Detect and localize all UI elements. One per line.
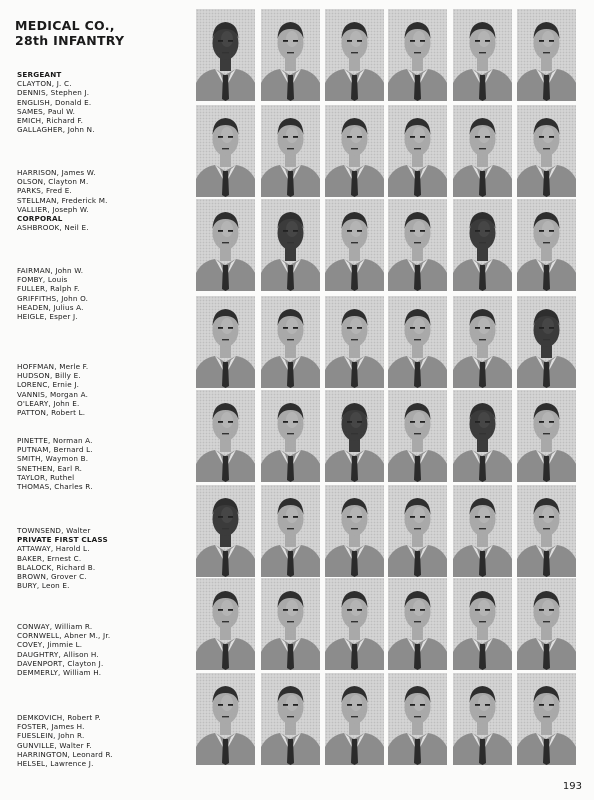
portrait-photo [453,199,512,291]
name-group [17,168,187,232]
portrait-photo [325,390,384,482]
portrait-photo [517,199,576,291]
roster-name: DEMKOVICH, Robert P. [17,713,101,722]
roster-name: FOSTER, James H. [17,722,85,732]
roster-name: OLSON, Clayton M. [17,177,89,187]
roster-name: SNETHEN, Earl R. [17,463,83,473]
roster-name: GALLAGHER, John N. [17,125,95,135]
roster-name: FUESLEIN, John R. [17,731,85,741]
portrait-photo [388,105,447,197]
title-line-1: MEDICAL CO., [15,18,115,33]
portrait-photo [388,578,447,670]
portrait-row [196,296,578,388]
portrait-photo [453,296,512,388]
section-title [15,18,124,48]
portrait-photo [196,296,255,388]
portrait-photo [196,578,255,670]
portrait-photo [196,9,255,101]
roster-name: O'LEARY, John E. [17,398,80,408]
portrait-photo [453,673,512,765]
portrait-photo [517,9,576,101]
portrait-photo [517,296,576,388]
roster-name: GRIFFITHS, John O. [17,293,89,303]
portrait-photo [261,199,320,291]
rank-heading: CORPORAL [17,214,63,224]
roster-name: GUNVILLE, Walter F. [17,740,92,750]
portrait-photo [261,485,320,577]
roster-name: ATTAWAY, Harold L. [17,544,90,554]
portrait-photo [261,296,320,388]
roster-name: CONWAY, William R. [17,622,93,631]
rank-heading: SERGEANT [17,70,62,79]
roster-name: THOMAS, Charles R. [17,482,93,492]
portrait-photo [196,673,255,765]
roster-name: HELSEL, Lawrence J. [17,759,94,769]
portrait-row [196,105,578,197]
roster-name: SAMES, Paul W. [17,106,76,116]
portrait-photo [325,673,384,765]
roster-name: PUTNAM, Bernard L. [17,445,93,455]
portrait-photo [453,485,512,577]
portrait-row [196,9,578,101]
name-group [17,622,187,677]
roster-name: TAYLOR, Ruthel [17,472,75,482]
name-group [17,713,187,768]
portrait-photo [453,390,512,482]
portrait-photo [453,9,512,101]
portrait-photo [325,105,384,197]
roster-name: FULLER, Ralph F. [17,284,80,294]
name-group [17,266,187,321]
portrait-row [196,485,578,577]
name-group [17,362,187,417]
roster-name: FAIRMAN, John W. [17,266,84,275]
name-group [17,436,187,491]
roster-name: VANNIS, Morgan A. [17,389,89,399]
roster-name: CORNWELL, Abner M., Jr. [17,631,111,641]
portrait-photo [261,390,320,482]
roster-name: PINETTE, Norman A. [17,436,93,445]
portrait-photo [196,485,255,577]
portrait-photo [325,296,384,388]
roster-name: EMICH, Richard F. [17,116,84,126]
portrait-photo [517,673,576,765]
portrait-photo [325,199,384,291]
portrait-photo [325,9,384,101]
portrait-photo [453,105,512,197]
portrait-photo [517,390,576,482]
portrait-photo [388,673,447,765]
portrait-row [196,578,578,670]
roster-name: DAUGHTRY, Allison H. [17,649,99,659]
roster-name: DENNIS, Stephen J. [17,88,90,98]
roster-name: FOMBY, Louis [17,275,68,285]
portrait-row [196,199,578,291]
roster-name: HARRISON, James W. [17,168,96,177]
portrait-row [196,390,578,482]
portrait-photo [388,296,447,388]
roster-name: STELLMAN, Frederick M. [17,195,108,205]
roster-name: VALLIER, Joseph W. [17,204,89,214]
portrait-photo [388,199,447,291]
portrait-photo [453,578,512,670]
portrait-grid [196,9,578,770]
roster-name: PATTON, Robert L. [17,408,86,418]
roster-name: HUDSON, Billy E. [17,371,81,381]
roster-name: ENGLISH, Donald E. [17,97,92,107]
name-group [17,70,187,134]
roster-name: ASHBROOK, Neil E. [17,223,89,233]
portrait-photo [196,199,255,291]
roster-name: HEIGLE, Esper J. [17,312,78,322]
rank-heading: PRIVATE FIRST CLASS [17,535,108,545]
portrait-photo [325,578,384,670]
roster-name: HEADEN, Julius A. [17,302,84,312]
page-number: 193 [562,781,582,792]
roster-name: HOFFMAN, Merle F. [17,362,89,371]
portrait-photo [196,390,255,482]
roster-name: SMITH, Waymon B. [17,454,89,464]
roster-name: HARRINGTON, Leonard R. [17,749,113,759]
roster-name: CLAYTON, J. C. [17,79,72,89]
portrait-photo [261,673,320,765]
roster-name: PARKS, Fred E. [17,186,72,196]
portrait-photo [261,578,320,670]
roster-name: LORENC, Ernie J. [17,380,80,390]
roster-name: TOWNSEND, Walter [17,526,91,535]
roster-name: DEMMERLY, William H. [17,668,102,678]
roster-name: BAKER, Ernest C. [17,553,82,563]
roster-name: COVEY, Jimmie L. [17,640,83,650]
portrait-photo [388,485,447,577]
name-group [17,526,187,590]
portrait-photo [517,578,576,670]
roster-name: BLALOCK, Richard B. [17,562,96,572]
portrait-photo [325,485,384,577]
portrait-photo [517,105,576,197]
portrait-photo [261,105,320,197]
portrait-photo [388,390,447,482]
portrait-photo [196,105,255,197]
portrait-photo [261,9,320,101]
portrait-photo [517,485,576,577]
roster-name: BURY, Leon E. [17,581,70,591]
roster-name: DAVENPORT, Clayton J. [17,658,104,668]
portrait-row [196,673,578,765]
title-line-2: 28th INFANTRY [15,33,125,48]
portrait-photo [388,9,447,101]
roster-name: BROWN, Grover C. [17,572,87,582]
